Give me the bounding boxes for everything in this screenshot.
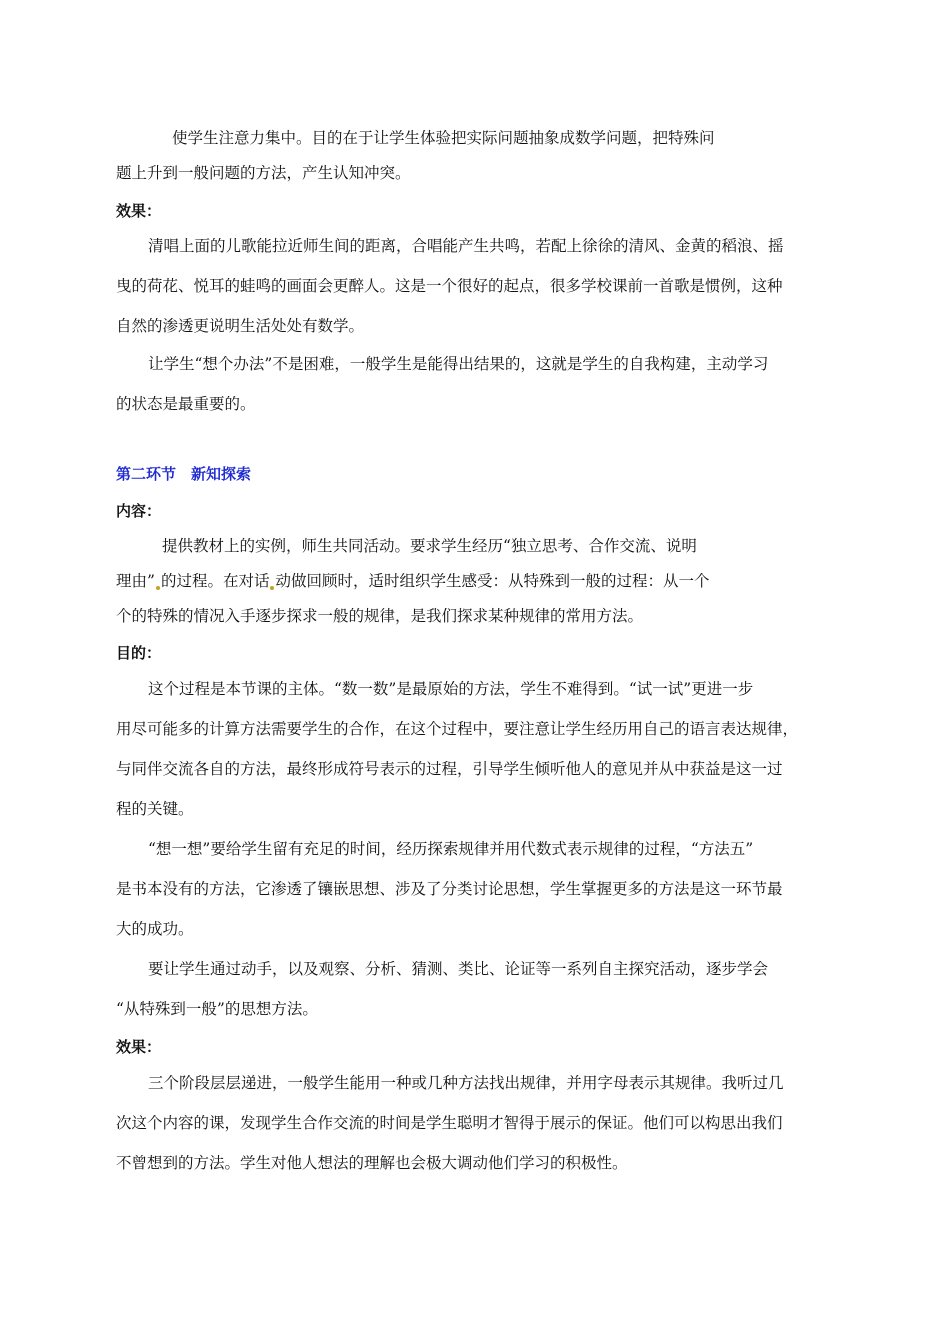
annotation-marker <box>270 586 274 590</box>
content-heading: 内容： <box>116 502 162 520</box>
effect-heading-2: 效果： <box>116 1038 162 1056</box>
effect2-line-1: 三个阶段层层递进，一般学生能用一种或几种方法找出规律，并用字母表示其规律。我听过几 <box>148 1074 784 1092</box>
purpose-p1-line-3: 与同伴交流各自的方法，最终形成符号表示的过程，引导学生倾听他人的意见并从中获益是这一过 <box>116 760 783 778</box>
purpose-p1-line-2: 用尽可能多的计算方法需要学生的合作，在这个过程中，要注意让学生经历用自己的语言表达规律， <box>116 720 799 738</box>
purpose-p2-line-1: “想一想”要给学生留有充足的时间，经历探索规律并用代数式表示规律的过程，“方法五” <box>148 840 754 858</box>
intro-line-1: 使学生注意力集中。目的在于让学生体验把实际问题抽象成数学问题，把特殊问 <box>172 129 715 147</box>
effect1-p1-line-2: 曳的荷花、悦耳的蛙鸣的画面会更醉人。这是一个很好的起点，很多学校课前一首歌是惯例，这种 <box>116 277 783 295</box>
effect2-line-3: 不曾想到的方法。学生对他人想法的理解也会极大调动他们学习的积极性。 <box>116 1154 628 1172</box>
purpose-p2-line-3: 大的成功。 <box>116 920 194 938</box>
content-line-2-part-a: 理由” <box>116 572 155 590</box>
content-line-2 <box>116 571 709 591</box>
effect1-p2-line-2: 的状态是最重要的。 <box>116 395 256 413</box>
content-line-2-part-b: 的过程。在对话 <box>160 572 270 590</box>
effect1-p1-line-3: 自然的渗透更说明生活处处有数学。 <box>116 317 365 335</box>
section-title: 第二环节 新知探索 <box>116 465 252 483</box>
effect2-line-2: 次这个内容的课，发现学生合作交流的时间是学生聪明才智得于展示的保证。他们可以构思出我们 <box>116 1114 783 1132</box>
content-line-3: 个的特殊的情况入手逐步探求一般的规律，是我们探求某种规律的常用方法。 <box>116 607 644 625</box>
content-line-1: 提供教材上的实例，师生共同活动。要求学生经历“独立思考、合作交流、说明 <box>162 537 697 555</box>
effect-heading-1: 效果： <box>116 202 162 220</box>
annotation-marker <box>156 586 160 590</box>
purpose-p1-line-1: 这个过程是本节课的主体。“数一数”是最原始的方法，学生不难得到。“试一试”更进一步 <box>148 680 754 698</box>
effect1-p2-line-1: 让学生“想个办法”不是困难，一般学生是能得出结果的，这就是学生的自我构建，主动学习 <box>148 355 769 373</box>
intro-line-2: 题上升到一般问题的方法，产生认知冲突。 <box>116 164 411 182</box>
purpose-heading: 目的： <box>116 644 162 662</box>
content-line-2-part-c: 动做回顾时，适时组织学生感受：从特殊到一般的过程：从一个 <box>275 572 710 590</box>
purpose-p3-line-2: “从特殊到一般”的思想方法。 <box>116 1000 318 1018</box>
purpose-p3-line-1: 要让学生通过动手，以及观察、分析、猜测、类比、论证等一系列自主探究活动，逐步学会 <box>148 960 769 978</box>
purpose-p2-line-2: 是书本没有的方法，它渗透了镶嵌思想、涉及了分类讨论思想，学生掌握更多的方法是这一环节最 <box>116 880 783 898</box>
purpose-p1-line-4: 程的关键。 <box>116 800 194 818</box>
effect1-p1-line-1: 清唱上面的儿歌能拉近师生间的距离，合唱能产生共鸣，若配上徐徐的清风、金黄的稻浪、摇 <box>148 237 784 255</box>
